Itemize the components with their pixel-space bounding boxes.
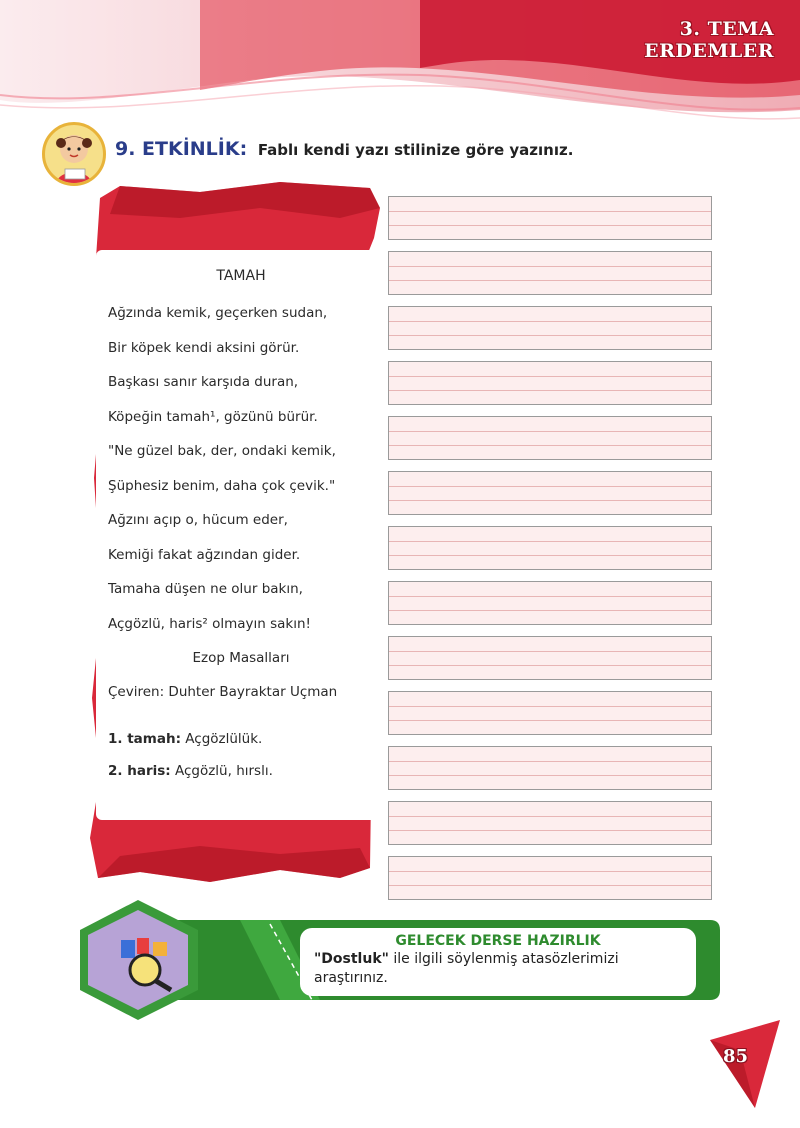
writing-line-row[interactable] [388,526,712,570]
theme-label [644,18,774,62]
activity-number: 9. ETKİNLİK: [115,138,248,160]
poem-line: Şüphesiz benim, daha çok çevik." [108,477,336,494]
writing-area [388,196,712,911]
writing-line-row[interactable] [388,636,712,680]
activity-instruction: Fablı kendi yazı stilinize göre yazınız. [257,141,574,159]
poem-card [96,250,386,820]
poem-line: Açgözlü, haris² olmayın sakın! [108,615,311,632]
footnote [108,723,374,755]
writing-line-row[interactable] [388,306,712,350]
page-number: 85 [723,1046,749,1067]
poem-title: TAMAH [216,268,266,284]
activity-heading [115,138,573,160]
poem-translator: Çeviren: Duhter Bayraktar Uçman [108,684,338,700]
writing-line-row[interactable] [388,196,712,240]
girl-reading-avatar-icon [42,122,106,186]
footnote-meaning: Açgözlülük. [185,731,263,747]
writing-line-row[interactable] [388,251,712,295]
footnote-meaning: Açgözlü, hırslı. [174,763,273,779]
footnote [108,755,374,787]
preparation-highlight: "Dostluk" [314,951,389,967]
poem-line: Ağzında kemik, geçerken sudan, [108,305,328,321]
writing-line-row[interactable] [388,691,712,735]
writing-line-row[interactable] [388,746,712,790]
writing-line-row[interactable] [388,856,712,900]
preparation-text [314,950,682,988]
writing-line-row[interactable] [388,471,712,515]
poem-line: "Ne güzel bak, der, ondaki kemik, [108,443,336,459]
theme-name: ERDEMLER [644,40,774,62]
writing-line-row[interactable] [388,801,712,845]
research-magnifier-icon [115,934,181,994]
footnote-term: 1. tamah: [108,731,181,747]
preparation-body: ile ilgili söylenmiş atasözlerimizi araştırınız. [314,951,619,986]
poem-line: Tamaha düşen ne olur bakın, [108,581,303,597]
theme-number: 3. TEMA [679,18,774,40]
writing-line-row[interactable] [388,416,712,460]
poem-source: Ezop Masalları [192,650,290,666]
preparation-title: GELECEK DERSE HAZIRLIK [395,933,601,949]
preparation-box [300,928,696,996]
poem-line: Başkası sanır karşıda duran, [108,374,299,390]
footnote-term: 2. haris: [108,763,171,779]
writing-line-row[interactable] [388,581,712,625]
poem-line: Kemiği fakat ağzından gider. [108,546,301,563]
writing-line-row[interactable] [388,361,712,405]
poem-line: Köpeğin tamah¹, gözünü bürür. [108,408,318,425]
poem-line: Ağzını açıp o, hücum eder, [108,512,288,528]
poem-line: Bir köpek kendi aksini görür. [108,339,300,356]
